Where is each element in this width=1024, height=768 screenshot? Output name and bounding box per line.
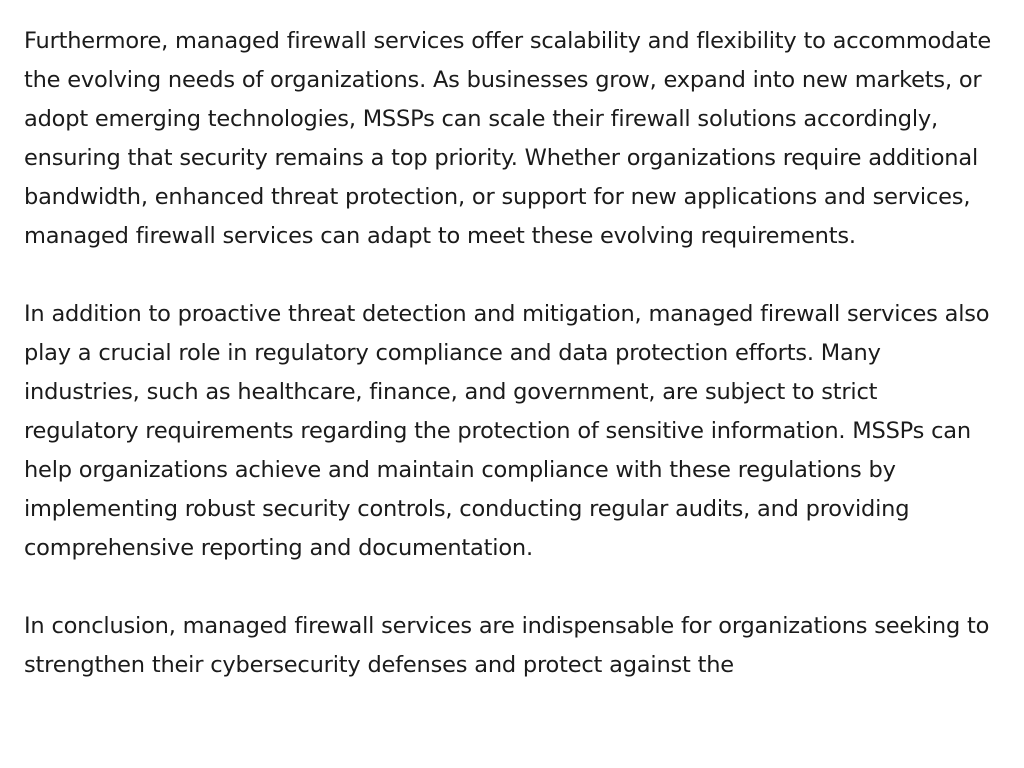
paragraph-compliance: In addition to proactive threat detection and mitigation, managed firewall services also play a crucial role in regulatory compliance and data protection efforts. Many industries, such as healthcare, finance, and government, are subject to strict regulatory requirements regarding the protection of sensitive information. MSSPs can help organizations achieve and maintain compliance with these regulations by implementing robust security controls, conducting regular audits, and providing comprehensive reporting and documentation.	[24, 301, 990, 561]
paragraph-scalability: Furthermore, managed firewall services offer scalability and flexibility to accommodate the evolving needs of organizations. As businesses grow, expand into new markets, or adopt emerging technologies, MSSPs can scale their firewall solutions accordingly, ensuring that security remains a top priority. Whether organizations require additional bandwidth, enhanced threat protection, or support for new applications and services, managed firewall services can adapt to meet these evolving requirements.	[24, 28, 992, 249]
article-body	[24, 22, 994, 724]
paragraph-conclusion: In conclusion, managed firewall services are indispensable for organizations seeking to strengthen their cybersecurity defenses and protect against the	[24, 613, 990, 678]
